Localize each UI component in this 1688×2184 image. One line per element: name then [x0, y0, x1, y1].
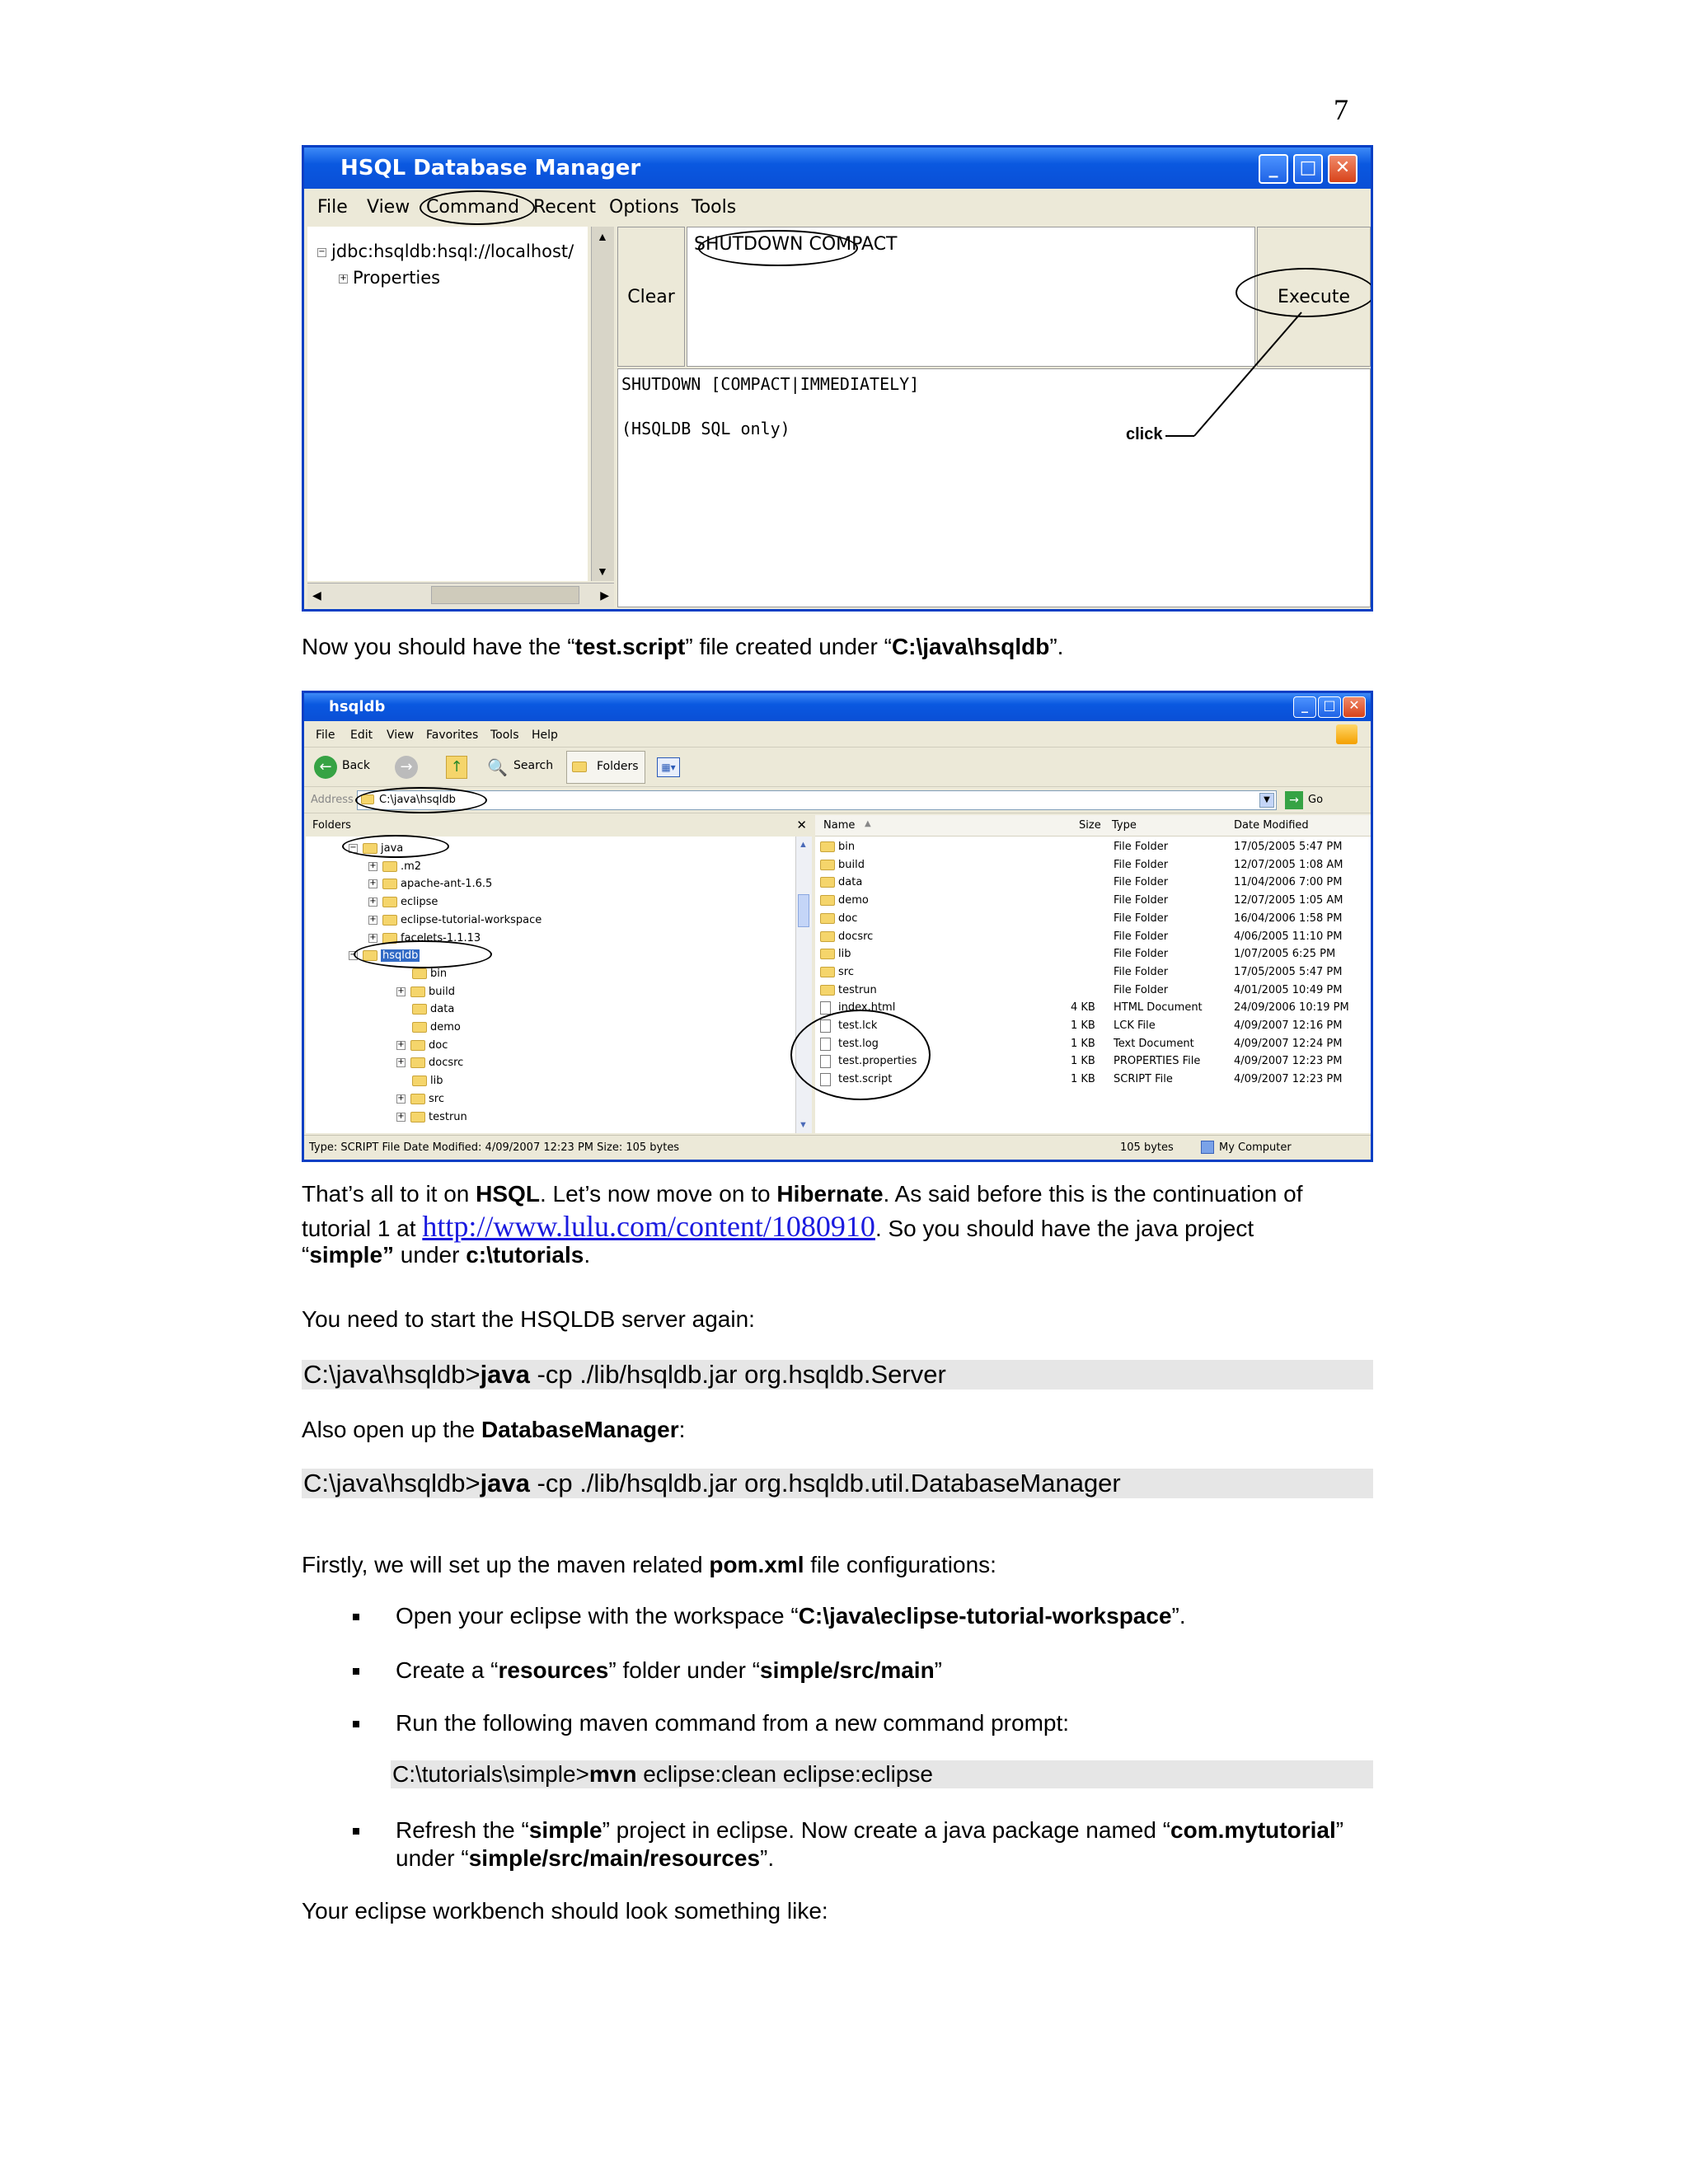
file-name: docsrc — [838, 930, 874, 943]
explorer-menubar — [304, 723, 1371, 748]
status-computer: My Computer — [1219, 1141, 1292, 1154]
bullet-refresh-line1: Refresh the “simple” project in eclipse. Now create a java package named “com.mytutorial” — [396, 1817, 1344, 1843]
bullet-open-eclipse: Open your eclipse with the workspace “C:\java\eclipse-tutorial-workspace”. — [396, 1603, 1186, 1629]
column-name[interactable]: Name — [823, 819, 856, 832]
tree-folder-bin[interactable]: bin — [396, 965, 447, 982]
scroll-left-icon[interactable]: ◀ — [312, 588, 321, 602]
menu-options[interactable]: Options — [609, 197, 679, 218]
file-date: 4/09/2007 12:24 PM — [1234, 1037, 1343, 1050]
file-name: lib — [838, 948, 851, 961]
explorer-maximize-button[interactable]: □ — [1318, 696, 1341, 718]
file-name: data — [838, 876, 863, 889]
column-type[interactable]: Type — [1112, 819, 1137, 832]
file-name: test.script — [838, 1073, 893, 1086]
expand-icon[interactable]: + — [369, 879, 377, 888]
folder-icon — [820, 913, 835, 924]
file-icon — [820, 1019, 831, 1033]
file-name: bin — [838, 841, 856, 853]
file-row[interactable] — [815, 1017, 1371, 1035]
file-type: File Folder — [1114, 841, 1169, 853]
folder-icon — [820, 967, 835, 977]
tree-folder-lib[interactable]: lib — [396, 1072, 443, 1090]
tree-folder-apache-ant-1-6-5[interactable]: + apache-ant-1.6.5 — [369, 878, 493, 891]
tree-folder-src[interactable]: + src — [397, 1092, 444, 1105]
file-type: PROPERTIES File — [1114, 1055, 1201, 1068]
maximize-button[interactable]: □ — [1293, 154, 1323, 184]
file-date: 4/06/2005 11:10 PM — [1234, 930, 1343, 943]
paragraph-hibernate-line1: That’s all to it on HSQL. Let’s now move on to Hibernate. As said before this is the continuation of — [302, 1181, 1303, 1207]
command-start-server: C:\java\hsqldb>java -cp ./lib/hsqldb.jar org.hsqldb.Server — [302, 1360, 1373, 1390]
column-date-modified[interactable]: Date Modified — [1234, 819, 1309, 832]
tree-folder-hsqldb[interactable]: − hsqldb — [349, 949, 419, 963]
file-size: 4 KB — [1071, 1001, 1095, 1015]
expand-icon[interactable]: + — [397, 986, 405, 996]
address-input[interactable] — [357, 790, 1277, 810]
folder-icon — [820, 877, 835, 888]
go-button[interactable]: Go — [1308, 794, 1324, 806]
clear-button[interactable]: Clear — [617, 227, 685, 367]
menu-help[interactable]: Help — [532, 729, 558, 742]
file-icon — [820, 1038, 831, 1051]
folder-tree-scrollbar[interactable] — [795, 837, 812, 1133]
bullet-marker — [353, 1668, 359, 1675]
address-value: C:\java\hsqldb — [379, 794, 456, 806]
file-date: 4/09/2007 12:23 PM — [1234, 1073, 1343, 1086]
folder-icon — [410, 1112, 425, 1122]
tree-folder--m2[interactable]: + .m2 — [369, 860, 422, 873]
folder-icon — [410, 1057, 425, 1068]
tree-folder-eclipse[interactable]: + eclipse — [369, 896, 438, 909]
explorer-window-title: hsqldb — [329, 698, 386, 715]
file-size: 1 KB — [1071, 1073, 1095, 1086]
scroll-down-icon[interactable]: ▼ — [799, 1120, 808, 1130]
bullet-marker — [353, 1721, 359, 1727]
tree-folder-testrun[interactable]: + testrun — [397, 1110, 467, 1123]
result-line-2: (HSQLDB SQL only) — [621, 419, 790, 438]
page-number: 7 — [1334, 93, 1348, 126]
file-row[interactable] — [815, 982, 1371, 1000]
file-name: demo — [838, 894, 869, 907]
folder-icon — [382, 915, 397, 926]
folder-icon — [382, 879, 397, 889]
folder-icon — [412, 1004, 427, 1015]
file-size: 1 KB — [1071, 1019, 1095, 1032]
expand-icon[interactable]: + — [397, 1057, 405, 1067]
folder-icon — [382, 861, 397, 872]
paragraph-workbench: Your eclipse workbench should look something like: — [302, 1898, 828, 1924]
windows-logo-icon — [1336, 724, 1357, 744]
folder-icon — [412, 1022, 427, 1033]
address-dropdown-icon[interactable]: ▼ — [1259, 793, 1274, 808]
folders-icon — [572, 762, 587, 772]
file-row[interactable] — [815, 838, 1371, 856]
bullet-refresh-line2: under “simple/src/main/resources”. — [396, 1845, 775, 1871]
file-name: test.properties — [838, 1055, 917, 1068]
folder-icon — [820, 949, 835, 959]
folder-icon — [410, 1094, 425, 1104]
paragraph-hibernate-line2: tutorial 1 at http://www.lulu.com/content/1080910. So you should have the java project — [302, 1210, 1254, 1243]
scroll-right-icon[interactable]: ▶ — [600, 588, 609, 602]
hsql-window-title: HSQL Database Manager — [340, 156, 641, 180]
paragraph-pom-setup: Firstly, we will set up the maven related pom.xml file configurations: — [302, 1552, 996, 1577]
folder-icon — [820, 895, 835, 906]
file-icon — [820, 1001, 831, 1015]
result-line-1: SHUTDOWN [COMPACT|IMMEDIATELY] — [621, 374, 920, 394]
file-row[interactable] — [815, 910, 1371, 928]
forward-arrow-icon[interactable]: → — [395, 756, 418, 779]
explorer-minimize-button[interactable]: _ — [1293, 696, 1316, 718]
file-type: File Folder — [1114, 930, 1169, 943]
sql-query-text: SHUTDOWN COMPACT — [694, 234, 898, 255]
file-type: File Folder — [1114, 894, 1169, 907]
menu-file[interactable]: File — [317, 197, 348, 218]
file-date: 24/09/2006 10:19 PM — [1234, 1001, 1349, 1015]
file-name: testrun — [838, 983, 877, 996]
file-row[interactable] — [815, 1035, 1371, 1053]
minimize-button[interactable]: _ — [1259, 154, 1288, 184]
menu-tools[interactable]: Tools — [692, 197, 737, 218]
file-date: 4/01/2005 10:49 PM — [1234, 983, 1343, 996]
folder-icon — [412, 1076, 427, 1086]
folder-icon — [363, 950, 377, 961]
bullet-marker — [353, 1828, 359, 1835]
expand-icon[interactable]: + — [369, 914, 377, 924]
tree-folder-java[interactable]: − java — [349, 842, 404, 855]
expand-icon[interactable]: + — [369, 932, 377, 942]
file-list-header — [815, 815, 1371, 837]
paragraph-start-server: You need to start the HSQLDB server again: — [302, 1306, 755, 1332]
file-type: File Folder — [1114, 948, 1169, 961]
folder-icon — [412, 968, 427, 979]
tree-connection-node[interactable]: − jdbc:hsqldb:hsql://localhost/ — [318, 241, 574, 261]
folders-pane-header: Folders ✕ — [306, 815, 812, 837]
close-pane-icon[interactable]: ✕ — [796, 818, 807, 832]
close-button[interactable]: ✕ — [1328, 154, 1357, 184]
up-folder-icon[interactable]: ↑ — [446, 756, 467, 779]
file-type: File Folder — [1114, 965, 1169, 978]
file-date: 4/09/2007 12:16 PM — [1234, 1019, 1343, 1032]
file-date: 4/09/2007 12:23 PM — [1234, 1055, 1343, 1068]
file-row[interactable] — [815, 1052, 1371, 1071]
tree-folder-build[interactable]: + build — [397, 985, 455, 998]
menu-view[interactable]: View — [387, 729, 415, 742]
file-row[interactable] — [815, 945, 1371, 963]
file-type: File Folder — [1114, 983, 1169, 996]
file-name: doc — [838, 912, 858, 925]
bullet-run-maven: Run the following maven command from a new command prompt: — [396, 1710, 1070, 1736]
file-date: 11/04/2006 7:00 PM — [1234, 876, 1343, 889]
file-row[interactable] — [815, 1071, 1371, 1089]
menu-view[interactable]: View — [367, 197, 410, 218]
file-name: src — [838, 965, 854, 978]
hsql-database-manager-window — [302, 145, 1373, 612]
file-name: index.html — [838, 1001, 896, 1015]
scroll-thumb[interactable] — [798, 894, 809, 927]
file-row[interactable] — [815, 892, 1371, 910]
expand-icon[interactable]: + — [340, 273, 347, 283]
file-type: LCK File — [1114, 1019, 1156, 1032]
click-annotation: click — [1126, 425, 1163, 443]
file-type: File Folder — [1114, 876, 1169, 889]
folder-icon — [820, 841, 835, 852]
expand-icon[interactable]: + — [397, 1111, 405, 1121]
file-icon — [820, 1073, 831, 1086]
file-type: Text Document — [1114, 1037, 1194, 1050]
file-date: 16/04/2006 1:58 PM — [1234, 912, 1343, 925]
file-date: 17/05/2005 5:47 PM — [1234, 965, 1343, 978]
file-size: 1 KB — [1071, 1055, 1095, 1068]
expand-icon[interactable]: + — [397, 1039, 405, 1049]
file-name: build — [838, 858, 865, 871]
expand-icon[interactable]: + — [397, 1093, 405, 1103]
collapse-icon[interactable]: − — [349, 843, 357, 852]
go-arrow-icon[interactable]: → — [1285, 791, 1303, 809]
folder-icon — [363, 843, 377, 854]
folder-icon — [410, 1040, 425, 1051]
views-icon[interactable]: ▦▾ — [657, 757, 680, 777]
back-arrow-icon[interactable]: ← — [314, 756, 337, 779]
menu-favorites[interactable]: Favorites — [426, 729, 479, 742]
tree-folder-eclipse-tutorial-workspace[interactable]: + eclipse-tutorial-workspace — [369, 913, 542, 926]
file-row[interactable] — [815, 963, 1371, 982]
collapse-icon[interactable]: − — [349, 950, 357, 960]
command-database-manager: C:\java\hsqldb>java -cp ./lib/hsqldb.jar org.hsqldb.util.DatabaseManager — [302, 1469, 1373, 1498]
status-details: Type: SCRIPT File Date Modified: 4/09/2007 12:23 PM Size: 105 bytes — [309, 1141, 680, 1154]
computer-icon — [1201, 1141, 1214, 1154]
folder-icon — [382, 933, 397, 944]
file-row[interactable] — [815, 928, 1371, 946]
scroll-up-icon[interactable]: ▲ — [597, 230, 608, 243]
folder-icon — [361, 794, 374, 804]
folder-icon — [410, 987, 425, 997]
menu-tools[interactable]: Tools — [490, 729, 519, 742]
file-row[interactable] — [815, 874, 1371, 892]
scroll-down-icon[interactable]: ▼ — [597, 565, 608, 578]
search-icon[interactable]: 🔍 — [487, 757, 508, 777]
lulu-link[interactable]: http://www.lulu.com/content/1080910 — [422, 1210, 875, 1243]
search-button[interactable]: Search — [513, 759, 554, 772]
paragraph-database-manager: Also open up the DatabaseManager: — [302, 1417, 686, 1442]
file-date: 17/05/2005 5:47 PM — [1234, 841, 1343, 853]
file-list — [815, 837, 1371, 1133]
expand-icon[interactable]: + — [369, 897, 377, 907]
file-size: 1 KB — [1071, 1037, 1095, 1050]
tree-folder-facelets-1-1-13[interactable]: + facelets-1.1.13 — [369, 931, 481, 944]
tree-folder-docsrc[interactable]: + docsrc — [397, 1057, 464, 1070]
menu-edit[interactable]: Edit — [350, 729, 373, 742]
file-name: test.lck — [838, 1019, 878, 1032]
address-bar — [304, 787, 1371, 813]
file-date: 12/07/2005 1:08 AM — [1234, 858, 1343, 871]
column-size[interactable]: Size — [1079, 819, 1101, 832]
scroll-up-icon[interactable]: ▲ — [799, 840, 808, 850]
tree-folder-data[interactable]: data — [396, 1001, 454, 1018]
file-icon — [820, 1055, 831, 1068]
sort-ascending-icon: ▲ — [865, 819, 871, 828]
menu-command[interactable]: Command — [426, 197, 520, 218]
menu-recent[interactable]: Recent — [533, 197, 597, 218]
folder-icon — [820, 985, 835, 996]
file-row[interactable] — [815, 999, 1371, 1017]
tree-folder-demo[interactable]: demo — [396, 1019, 461, 1036]
status-bar — [304, 1135, 1371, 1160]
folder-icon — [820, 931, 835, 942]
bullet-create-resources: Create a “resources” folder under “simple/src/main” — [396, 1657, 942, 1683]
explorer-close-button[interactable]: ✕ — [1343, 696, 1366, 718]
file-date: 1/07/2005 6:25 PM — [1234, 948, 1336, 961]
annotation-arrow — [304, 148, 1373, 612]
folder-icon — [382, 897, 397, 907]
collapse-icon[interactable]: − — [318, 246, 326, 256]
file-name: test.log — [838, 1037, 879, 1050]
file-type: File Folder — [1114, 912, 1169, 925]
explorer-toolbar — [304, 748, 1371, 787]
file-type: HTML Document — [1114, 1001, 1203, 1015]
folder-tree — [306, 837, 795, 1133]
tree-folder-doc[interactable]: + doc — [397, 1038, 448, 1052]
folder-icon — [820, 860, 835, 870]
back-button[interactable]: Back — [342, 759, 370, 772]
folders-button[interactable]: Folders — [566, 751, 645, 784]
paragraph-hibernate-line3: “simple” under c:\tutorials. — [302, 1242, 591, 1268]
explorer-titlebar — [304, 693, 1371, 721]
tree-properties-node[interactable]: + Properties — [340, 268, 441, 288]
file-date: 12/07/2005 1:05 AM — [1234, 894, 1343, 907]
menu-file[interactable]: File — [316, 729, 335, 742]
address-label: Address — [311, 794, 354, 806]
file-type: SCRIPT File — [1114, 1073, 1173, 1086]
file-type: File Folder — [1114, 858, 1169, 871]
status-size: 105 bytes — [1120, 1141, 1174, 1154]
explorer-window — [302, 691, 1373, 1162]
file-row[interactable] — [815, 856, 1371, 874]
bullet-marker — [353, 1614, 359, 1620]
command-maven: C:\tutorials\simple>mvn eclipse:clean eclipse:eclipse — [391, 1760, 1373, 1788]
execute-button[interactable]: Execute — [1257, 227, 1371, 367]
paragraph-test-script: Now you should have the “test.script” file created under “C:\java\hsqldb”. — [302, 634, 1064, 659]
expand-icon[interactable]: + — [369, 860, 377, 870]
